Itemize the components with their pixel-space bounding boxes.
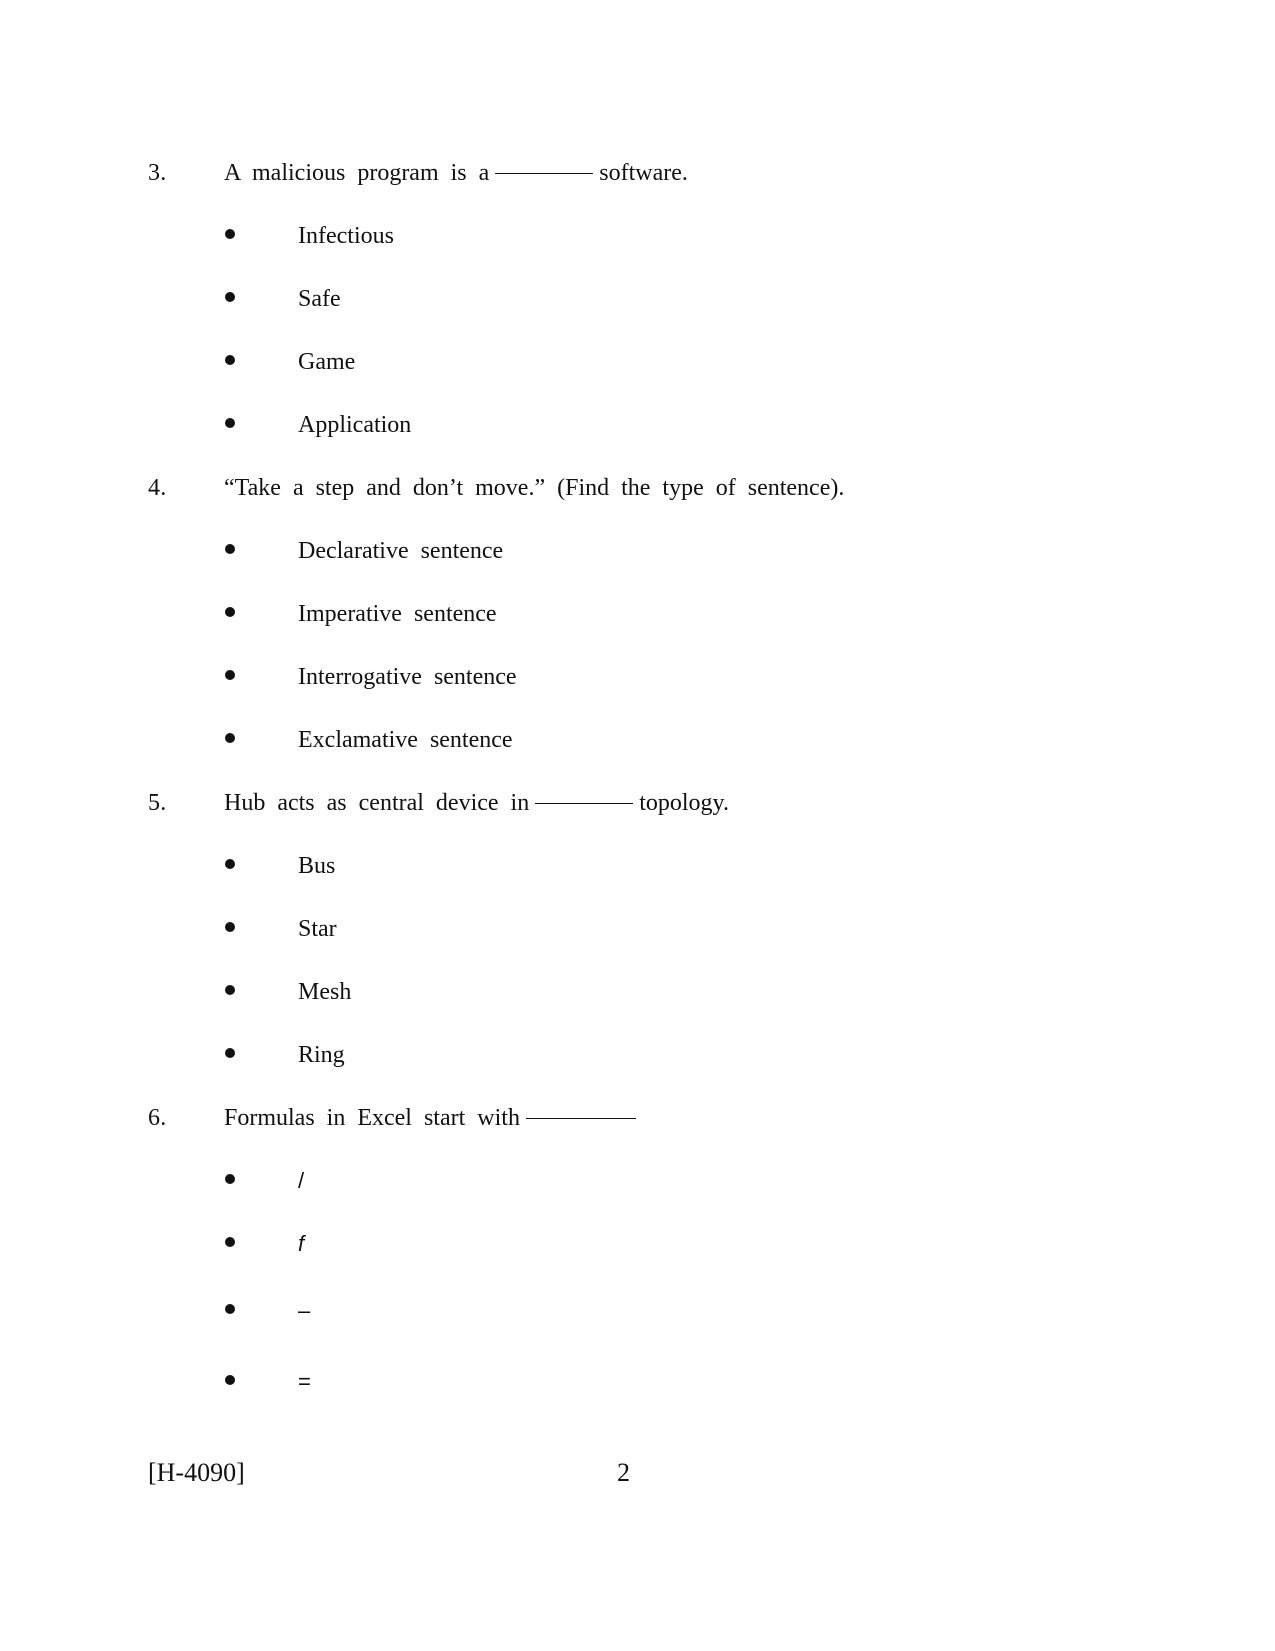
option	[0, 216, 1275, 256]
question-text	[224, 153, 688, 193]
bullet-icon	[225, 355, 235, 365]
bullet-icon	[225, 1375, 235, 1385]
option-text: Safe	[298, 286, 341, 312]
option-text: Infectious	[298, 223, 394, 249]
option-text: Mesh	[298, 979, 352, 1005]
question-text-before: Formulas in Excel start with	[224, 1105, 520, 1131]
question-3	[0, 153, 1275, 193]
option-text: f	[298, 1231, 305, 1256]
question-text: “Take a step and don’t move.” (Find the type of sentence).	[224, 475, 845, 501]
question-text	[224, 783, 729, 823]
option	[0, 531, 1275, 571]
bullet-icon	[225, 1174, 235, 1184]
option-text: Exclamative sentence	[298, 727, 513, 753]
question-number: 3.	[148, 160, 167, 186]
option-text: Imperative sentence	[298, 601, 497, 627]
bullet-icon	[225, 418, 235, 428]
option-text: –	[298, 1298, 311, 1323]
bullet-icon	[225, 1304, 235, 1314]
answer-blank	[526, 1118, 636, 1119]
option-text: Ring	[298, 1042, 345, 1068]
option	[0, 720, 1275, 760]
question-5	[0, 783, 1275, 823]
question-4	[0, 468, 1275, 508]
paper-code: [H-4090]	[148, 1458, 245, 1487]
option	[0, 846, 1275, 886]
bullet-icon	[225, 229, 235, 239]
option	[0, 1224, 1275, 1264]
option	[0, 342, 1275, 382]
option-text: /	[298, 1168, 305, 1193]
bullet-icon	[225, 607, 235, 617]
option	[0, 1291, 1275, 1331]
answer-blank	[495, 173, 593, 174]
page-number: 2	[617, 1458, 630, 1487]
bullet-icon	[225, 670, 235, 680]
question-number: 5.	[148, 790, 167, 816]
question-text-before: A malicious program is a	[224, 160, 490, 186]
question-6	[0, 1098, 1275, 1138]
bullet-icon	[225, 544, 235, 554]
question-text-after: software.	[599, 160, 688, 186]
question-text	[224, 1098, 642, 1138]
question-number: 4.	[148, 475, 167, 501]
option-text: Interrogative sentence	[298, 664, 517, 690]
option	[0, 909, 1275, 949]
bullet-icon	[225, 1237, 235, 1247]
bullet-icon	[225, 292, 235, 302]
question-number: 6.	[148, 1105, 167, 1131]
option	[0, 972, 1275, 1012]
option	[0, 1035, 1275, 1075]
option	[0, 405, 1275, 445]
option	[0, 657, 1275, 697]
option-text: =	[298, 1369, 311, 1394]
bullet-icon	[225, 733, 235, 743]
answer-blank	[535, 803, 633, 804]
option-text: Declarative sentence	[298, 538, 504, 564]
bullet-icon	[225, 985, 235, 995]
question-text-after: topology.	[639, 790, 729, 816]
option-text: Bus	[298, 853, 336, 879]
option-text: Star	[298, 916, 337, 942]
question-text-before: Hub acts as central device in	[224, 790, 530, 816]
option	[0, 1161, 1275, 1201]
option	[0, 594, 1275, 634]
option	[0, 1362, 1275, 1402]
option-text: Game	[298, 349, 356, 375]
bullet-icon	[225, 922, 235, 932]
option-text: Application	[298, 412, 412, 438]
bullet-icon	[225, 1048, 235, 1058]
bullet-icon	[225, 859, 235, 869]
option	[0, 279, 1275, 319]
